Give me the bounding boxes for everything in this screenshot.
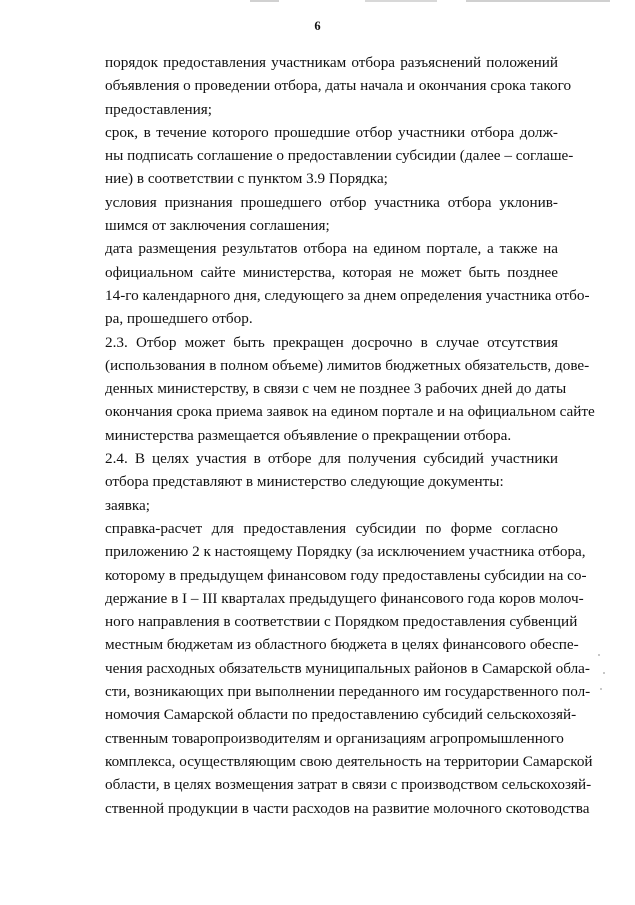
text-line: денных министерству, в связи с чем не позднее 3 рабочих дней до даты (105, 380, 567, 398)
text-line: ственной продукции в части расходов на развитие молочного скотоводства (105, 799, 590, 817)
text-line: официальном сайте министерства, которая не может быть позднее (105, 263, 558, 281)
text-line: держание в I – III кварталах предыдущего финансового года коров молоч- (105, 589, 584, 607)
paragraph-application-item (67, 494, 558, 517)
paragraph-consultation-procedure (67, 51, 572, 121)
text-line: приложению 2 к настоящему Порядку (за исключением участника отбора, (105, 543, 586, 561)
text-line: предоставления; (105, 100, 213, 118)
text-line: ного направления в соответствии с Порядком предоставления субвенций (105, 613, 578, 631)
text-line: условия признания прошедшего отбор участника отбора уклонив- (105, 193, 558, 211)
text-line: заявка; (105, 496, 151, 514)
document-body (67, 51, 595, 820)
page-number: 6 (314, 19, 321, 33)
text-line: срок, в течение которого прошедшие отбор участники отбора долж- (105, 123, 558, 141)
text-line: (использования в полном объеме) лимитов бюджетных обязательств, дове- (105, 356, 590, 374)
paragraph-evasion-conditions (67, 191, 558, 238)
paragraph-results-publication (67, 237, 590, 330)
text-line: объявления о проведении отбора, даты начала и окончания срока такого (105, 77, 572, 95)
text-line: номочия Самарской области по предоставлению субсидий сельскохозяй- (105, 706, 577, 724)
text-line: отбора представляют в министерство следующие документы: (105, 473, 504, 491)
text-line: министерства размещается объявление о прекращении отбора. (105, 426, 512, 444)
text-line: сти, возникающих при выполнении переданного им государственного пол- (105, 683, 591, 701)
text-line: 2.3. Отбор может быть прекращен досрочно в случае отсутствия (105, 333, 558, 351)
paragraph-agreement-deadline (67, 121, 574, 191)
text-line: справка-расчет для предоставления субсидии по форме согласно (105, 519, 558, 537)
text-line: комплекса, осуществляющим свою деятельность на территории Самарской (105, 752, 593, 770)
text-line: ны подписать соглашение о предоставлении субсидии (далее – соглаше- (105, 147, 574, 165)
text-line: ние) в соответствии с пунктом 3.9 Порядка; (105, 170, 388, 188)
text-line: местным бюджетам из областного бюджета в целях финансового обеспе- (105, 636, 579, 654)
text-line: 2.4. В целях участия в отборе для получения субсидий участники (105, 450, 558, 468)
paragraph-clause-2-3 (67, 331, 595, 447)
scan-speck (603, 672, 605, 674)
text-line: дата размещения результатов отбора на едином портале, а также на (105, 240, 558, 258)
text-line: 14-го календарного дня, следующего за днем определения участника отбо- (105, 286, 590, 304)
text-line: порядок предоставления участникам отбора разъяснений положений (105, 54, 558, 71)
scan-edge-artifact (250, 0, 610, 2)
text-line: окончания срока приема заявок на едином портале и на официальном сайте (105, 403, 595, 421)
text-line: области, в целях возмещения затрат в связи с производством сельскохозяй- (105, 776, 592, 794)
text-line: ственным товаропроизводителям и организациям агропромышленного (105, 729, 564, 747)
text-line: шимся от заключения соглашения; (105, 217, 330, 235)
text-line: ра, прошедшего отбор. (105, 310, 253, 328)
scan-speck (600, 688, 602, 690)
scan-speck (598, 654, 600, 656)
text-line: которому в предыдущем финансовом году предоставлены субсидии на со- (105, 566, 587, 584)
paragraph-calculation-certificate (67, 517, 593, 820)
paragraph-clause-2-4 (67, 447, 558, 494)
text-line: чения расходных обязательств муниципальных районов в Самарской обла- (105, 659, 590, 677)
